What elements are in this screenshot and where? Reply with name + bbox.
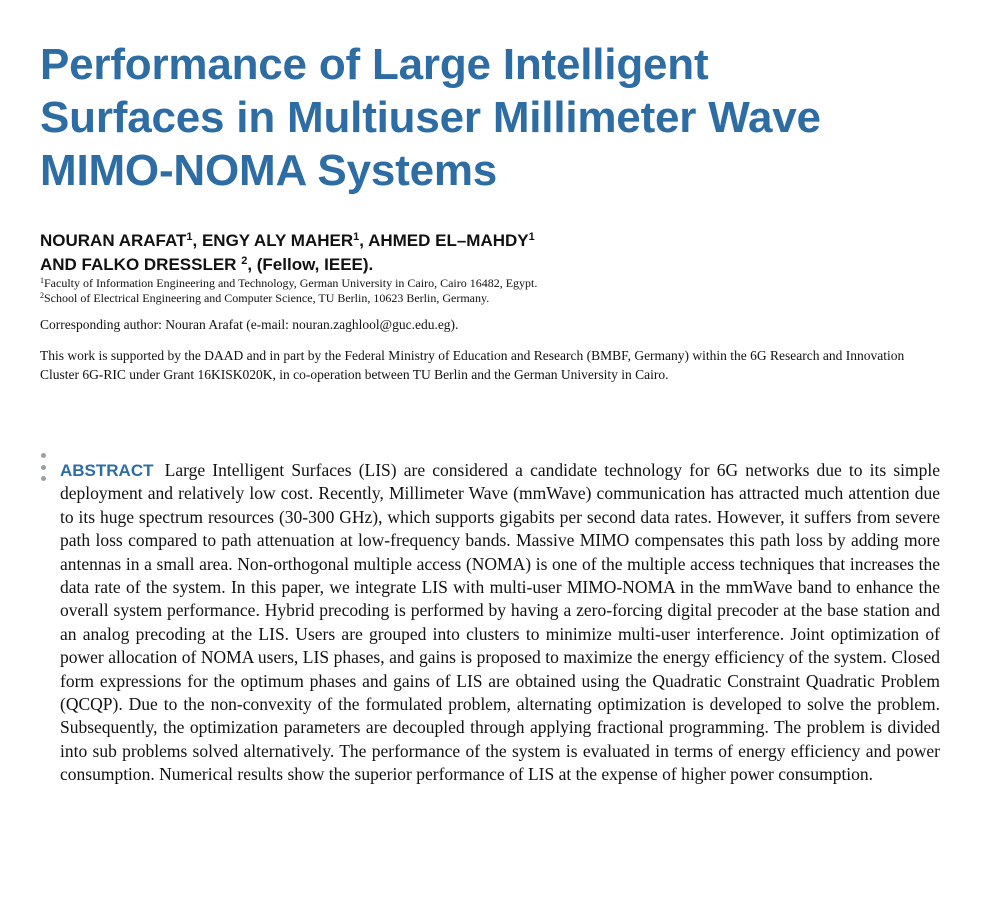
paper-title-line-1: Performance of Large Intelligent [40, 40, 709, 89]
author-name: , AHMED EL–MAHDY [359, 231, 529, 250]
drag-handle-dot [41, 465, 46, 470]
affiliation-1 [40, 276, 940, 291]
abstract-section [60, 459, 940, 787]
paper-title-line-3: MIMO-NOMA Systems [40, 146, 498, 195]
author-list [40, 229, 940, 277]
affiliation-text: School of Electrical Engineering and Computer Science, TU Berlin, 10623 Berlin, Germany. [44, 291, 490, 305]
paper-title [40, 38, 940, 197]
affiliation-text: Faculty of Information Engineering and Technology, German University in Cairo, Cairo 16482, Egypt. [44, 276, 538, 290]
author-affiliation-mark: 2 [241, 255, 248, 267]
drag-handle-icon[interactable] [39, 453, 47, 481]
affiliations [40, 276, 940, 306]
affiliation-mark: 2 [40, 291, 44, 300]
drag-handle-dot [41, 476, 46, 481]
author-fellow-note: , (Fellow, IEEE). [247, 255, 374, 274]
abstract-label: ABSTRACT [60, 461, 154, 480]
author-affiliation-mark: 1 [186, 231, 193, 243]
author-affiliation-mark: 1 [353, 231, 360, 243]
author-name: NOURAN ARAFAT [40, 231, 187, 250]
affiliation-2 [40, 291, 940, 306]
corresponding-author: Corresponding author: Nouran Arafat (e-mail: nouran.zaghlool@guc.edu.eg). [40, 317, 459, 332]
author-line-2 [40, 253, 940, 277]
author-affiliation-mark: 1 [528, 231, 535, 243]
funding-note: This work is supported by the DAAD and in part by the Federal Ministry of Education and Research (BMBF, Germany) within the 6G Research and Innovation Cluster 6G-RIC under Grant 16KISK020K, in co-operation between TU Berlin and the German University in Cairo. [40, 348, 905, 382]
drag-handle-dot [41, 453, 46, 458]
affiliation-mark: 1 [40, 276, 44, 285]
paper-title-line-2: Surfaces in Multiuser Millimeter Wave [40, 93, 821, 142]
author-name: AND FALKO DRESSLER [40, 255, 242, 274]
abstract-text: Large Intelligent Surfaces (LIS) are considered a candidate technology for 6G networks due to its simple deployment and relatively low cost. Recently, Millimeter Wave (mmWave) communication has attracted much attention due to its huge spectrum resources (30-300 GHz), which supports gigabits per second data rates. However, it suffers from severe path loss compared to path attenuation at low-frequency bands. Massive MIMO compensates this path loss by adding more antennas in a small area. Non-orthogonal multiple access (NOMA) is one of the multiple access techniques that increases the data rate of the system. In this paper, we integrate LIS with multi-user MIMO-NOMA in the mmWave band to enhance the overall system performance. Hybrid precoding is performed by having a zero-forcing digital precoder at the base station and an analog precoding at the LIS. Users are grouped into clusters to minimize multi-user interference. Joint optimization of power allocation of NOMA users, LIS phases, and gains is proposed to maximize the energy efficiency of the system. Closed form expressions for the optimum phases and gains of LIS are obtained using the Quadratic Constraint Quadratic Problem (QCQP). Due to the non-convexity of the formulated problem, alternating optimization is developed to solve the problem. Subsequently, the optimization parameters are decoupled through applying fractional programming. The problem is divided into sub problems solved alternatively. The performance of the system is evaluated in terms of energy efficiency and power consumption. Numerical results show the superior performance of LIS at the expense of higher power consumption. [60, 460, 941, 785]
author-name: , ENGY ALY MAHER [192, 231, 354, 250]
author-line-1 [40, 229, 940, 253]
